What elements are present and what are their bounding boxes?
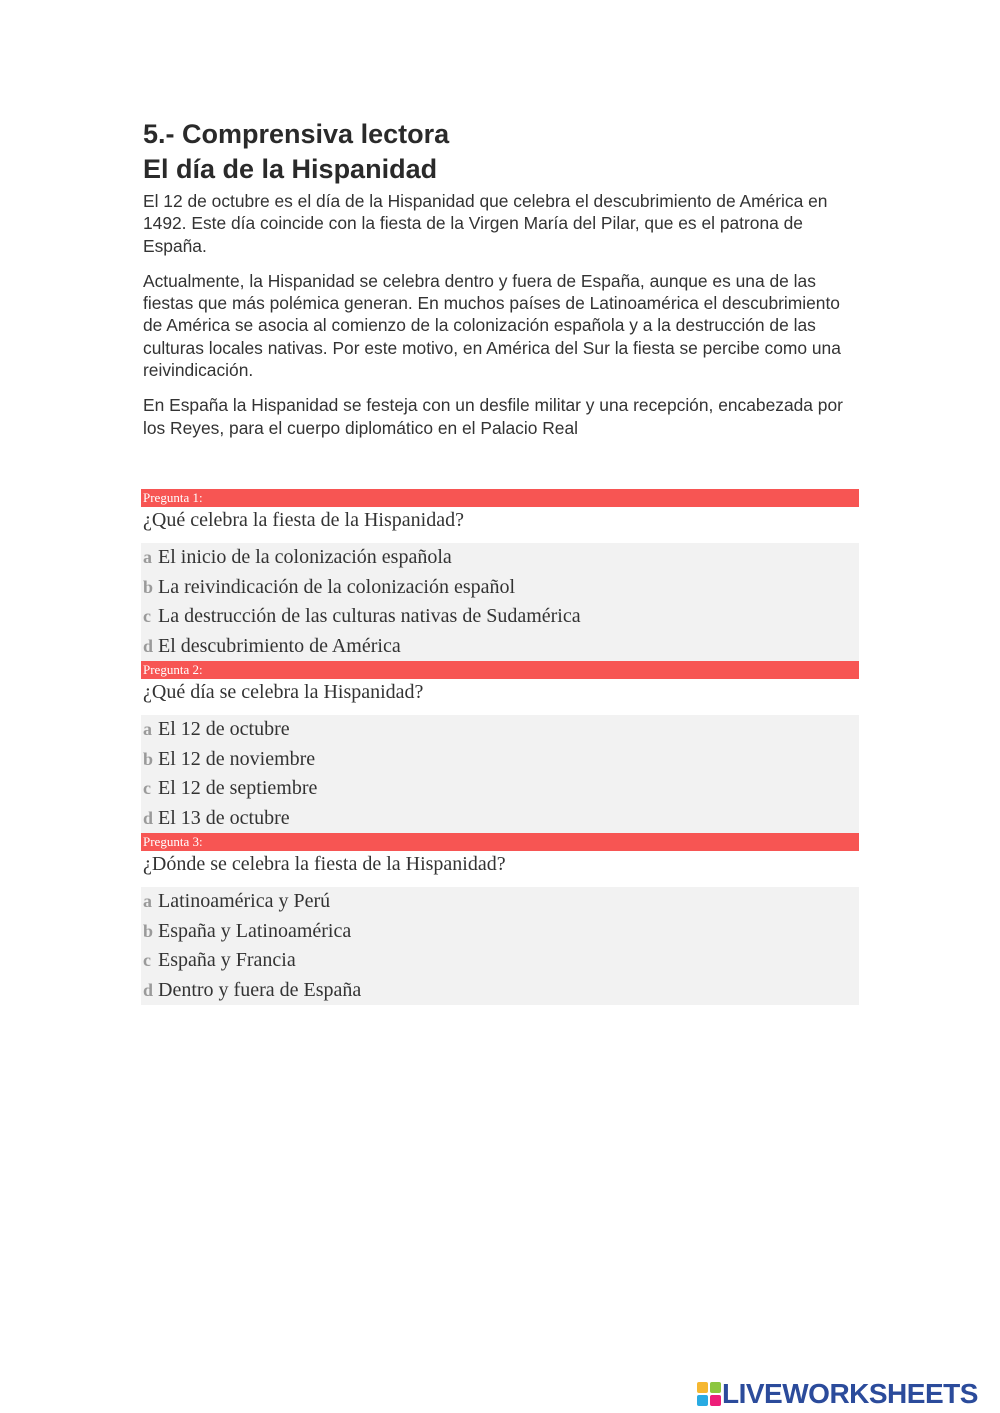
question-3: [141, 833, 859, 1005]
option-list: [141, 715, 859, 833]
option-letter: b: [143, 576, 154, 597]
option-text: El 12 de septiembre: [158, 777, 318, 799]
option-letter: a: [143, 891, 152, 911]
option-b[interactable]: [141, 745, 859, 775]
option-text: España y Francia: [158, 949, 296, 971]
option-letter: d: [143, 807, 154, 828]
option-list: [141, 887, 859, 1005]
option-text: España y Latinoamérica: [158, 919, 352, 942]
option-letter: b: [143, 748, 154, 769]
option-letter: d: [143, 635, 154, 656]
question-label: Pregunta 2:: [141, 661, 859, 679]
paragraph-1: El 12 de octubre es el día de la Hispanidad que celebra el descubrimiento de América en 1492. Este día coincide con la fiesta de la Virgen María del Pilar, que es el patrona de España.: [143, 191, 828, 256]
option-letter: a: [143, 547, 152, 567]
option-text: El descubrimiento de América: [158, 634, 401, 657]
option-a[interactable]: [141, 715, 859, 745]
section-title: 5.- Comprensiva lectora: [143, 119, 450, 149]
paragraph-3: En España la Hispanidad se festeja con un desfile militar y una recepción, encabezada por los Reyes, para el cuerpo diplomático en el Palacio Real: [143, 395, 843, 438]
option-text: El 13 de octubre: [158, 806, 290, 829]
option-letter: d: [143, 979, 154, 1000]
option-letter: b: [143, 920, 154, 941]
paragraph-2: Actualmente, la Hispanidad se celebra dentro y fuera de España, aunque es una de las fiestas que más polémica generan. En muchos países de Latinoamérica el descubrimiento de América se asocia al comienzo de la colonización española y a la destrucción de las culturas locales nativas. Por este motivo, en América del Sur la fiesta se percibe como una reivindicación.: [143, 270, 841, 381]
option-c[interactable]: [141, 774, 859, 804]
option-list: [141, 543, 859, 661]
option-text: La destrucción de las culturas nativas de Sudamérica: [158, 605, 581, 627]
option-letter: c: [143, 950, 151, 970]
option-a[interactable]: [141, 543, 859, 573]
option-a[interactable]: [141, 887, 859, 917]
question-text: ¿Dónde se celebra la fiesta de la Hispanidad?: [141, 851, 859, 887]
option-text: El 12 de noviembre: [158, 747, 316, 770]
question-1: [141, 489, 859, 661]
question-label: Pregunta 1:: [141, 489, 859, 507]
option-text: El 12 de octubre: [158, 718, 290, 740]
option-d[interactable]: [141, 804, 859, 834]
option-d[interactable]: [141, 632, 859, 662]
question-2: [141, 661, 859, 833]
reading-section: [143, 117, 863, 452]
option-text: El inicio de la colonización española: [158, 546, 452, 568]
option-c[interactable]: [141, 946, 859, 976]
quiz: [141, 489, 859, 1005]
option-letter: c: [143, 606, 151, 626]
option-letter: c: [143, 778, 151, 798]
question-label: Pregunta 3:: [141, 833, 859, 851]
option-d[interactable]: [141, 976, 859, 1006]
option-b[interactable]: [141, 573, 859, 603]
question-text: ¿Qué celebra la fiesta de la Hispanidad?: [141, 507, 859, 543]
option-b[interactable]: [141, 917, 859, 947]
option-text: La reivindicación de la colonización español: [158, 575, 516, 598]
option-text: Latinoamérica y Perú: [158, 890, 331, 912]
liveworksheets-logo[interactable]: [697, 1378, 978, 1410]
option-text: Dentro y fuera de España: [158, 978, 362, 1001]
page-title: El día de la Hispanidad: [143, 154, 438, 184]
option-letter: a: [143, 719, 152, 739]
liveworksheets-logo-icon: [697, 1382, 721, 1406]
logo-text: LIVEWORKSHEETS: [722, 1378, 978, 1409]
question-text: ¿Qué día se celebra la Hispanidad?: [141, 679, 859, 715]
option-c[interactable]: [141, 602, 859, 632]
